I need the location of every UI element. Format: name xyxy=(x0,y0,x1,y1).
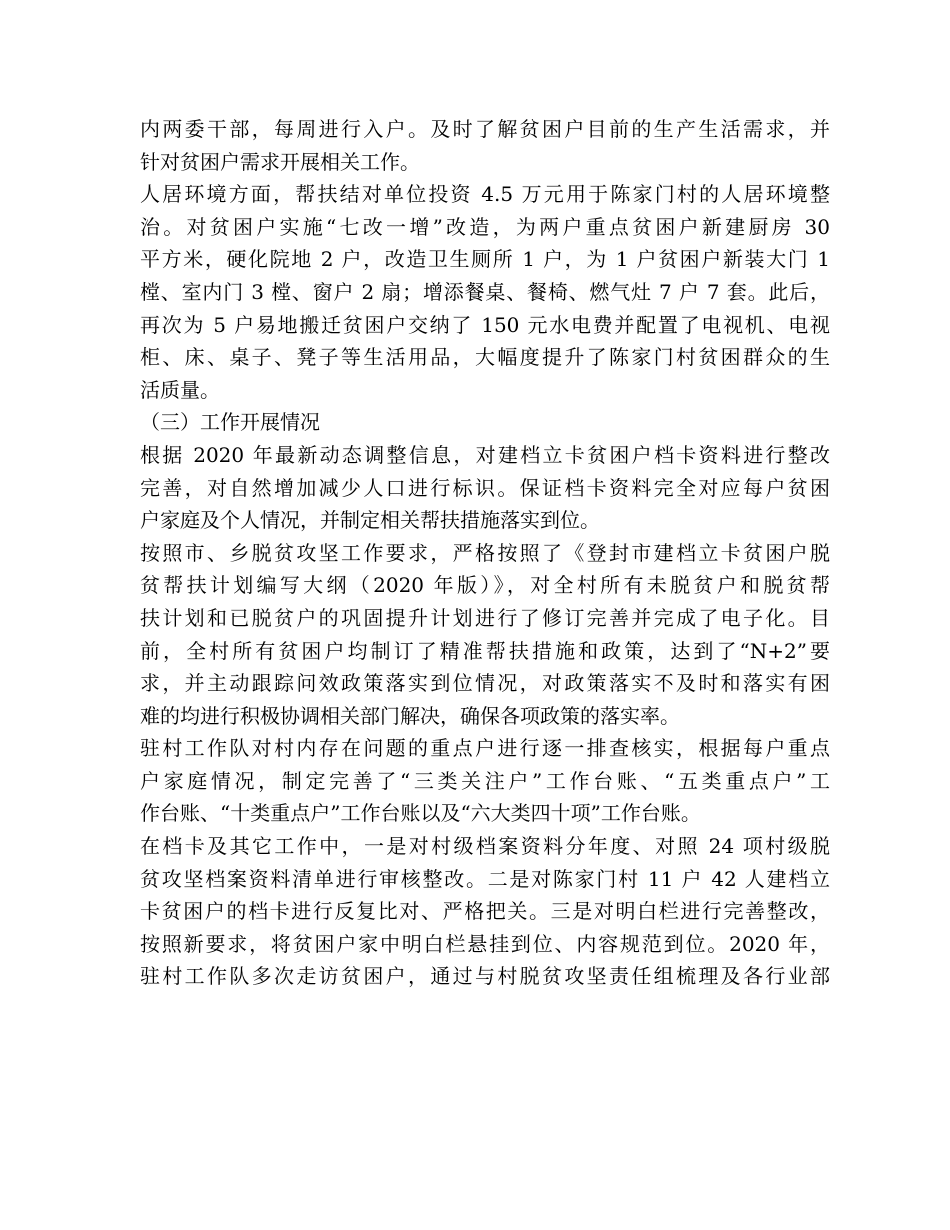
text-line: 户家庭及个人情况，并制定相关帮扶措施落实到位。 xyxy=(140,508,600,533)
text-line: 活质量。 xyxy=(140,377,220,402)
text-line: 卡贫困户的档卡进行反复比对、严格把关。三是对明白栏进行完善整改， xyxy=(140,899,830,924)
text-line: 治。对贫困户实施“七改一增”改造，为两户重点贫困户新建厨房 30 xyxy=(140,214,830,239)
text-line: 人居环境方面，帮扶结对单位投资 4.5 万元用于陈家门村的人居环境整 xyxy=(140,182,830,207)
text-line: 贫攻坚档案资料清单进行审核整改。二是对陈家门村 11 户 42 人建档立 xyxy=(140,866,830,891)
text-line: 扶计划和已脱贫户的巩固提升计划进行了修订完善并完成了电子化。目 xyxy=(140,605,830,630)
text-line: 驻村工作队多次走访贫困户，通过与村脱贫攻坚责任组梳理及各行业部 xyxy=(140,964,830,989)
text-line: 平方米，硬化院地 2 户，改造卫生厕所 1 户，为 1 户贫困户新装大门 1 xyxy=(140,247,830,272)
text-line: 完善，对自然增加减少人口进行标识。保证档卡资料完全对应每户贫困 xyxy=(140,475,830,500)
text-line: 按照新要求，将贫困户家中明白栏悬挂到位、内容规范到位。2020 年， xyxy=(140,931,830,956)
text-line: 针对贫困户需求开展相关工作。 xyxy=(140,149,420,174)
text-line: 驻村工作队对村内存在问题的重点户进行逐一排查核实，根据每户重点 xyxy=(140,736,830,761)
text-line: 求，并主动跟踪问效政策落实到位情况，对政策落实不及时和落实有困 xyxy=(140,671,830,696)
text-line: 樘、室内门 3 樘、窗户 2 扇；增添餐桌、餐椅、燃气灶 7 户 7 套。此后， xyxy=(140,279,830,304)
text-line: 内两委干部，每周进行入户。及时了解贫困户目前的生产生活需求，并 xyxy=(140,117,830,141)
body-text xyxy=(140,113,830,993)
text-line: 户家庭情况，制定完善了“三类关注户”工作台账、“五类重点户”工 xyxy=(140,768,830,793)
text-line: 再次为 5 户易地搬迁贫困户交纳了 150 元水电费并配置了电视机、电视 xyxy=(140,312,830,337)
text-line: 在档卡及其它工作中，一是对村级档案资料分年度、对照 24 项村级脱 xyxy=(140,834,830,859)
text-line: 难的均进行积极协调相关部门解决，确保各项政策的落实率。 xyxy=(140,703,680,728)
text-line: 前，全村所有贫困户均制订了精准帮扶措施和政策，达到了“N+2”要 xyxy=(140,638,830,663)
text-line: 贫帮扶计划编写大纲（2020 年版）》，对全村所有未脱贫户和脱贫帮 xyxy=(140,573,830,598)
section-heading: （三）工作开展情况 xyxy=(140,410,320,435)
text-line: 作台账、“十类重点户”工作台账以及“六大类四十项”工作台账。 xyxy=(140,801,701,826)
text-line: 根据 2020 年最新动态调整信息，对建档立卡贫困户档卡资料进行整改 xyxy=(140,442,830,467)
text-line: 按照市、乡脱贫攻坚工作要求，严格按照了《登封市建档立卡贫困户脱 xyxy=(140,540,830,565)
text-line: 柜、床、桌子、凳子等生活用品，大幅度提升了陈家门村贫困群众的生 xyxy=(140,345,830,370)
